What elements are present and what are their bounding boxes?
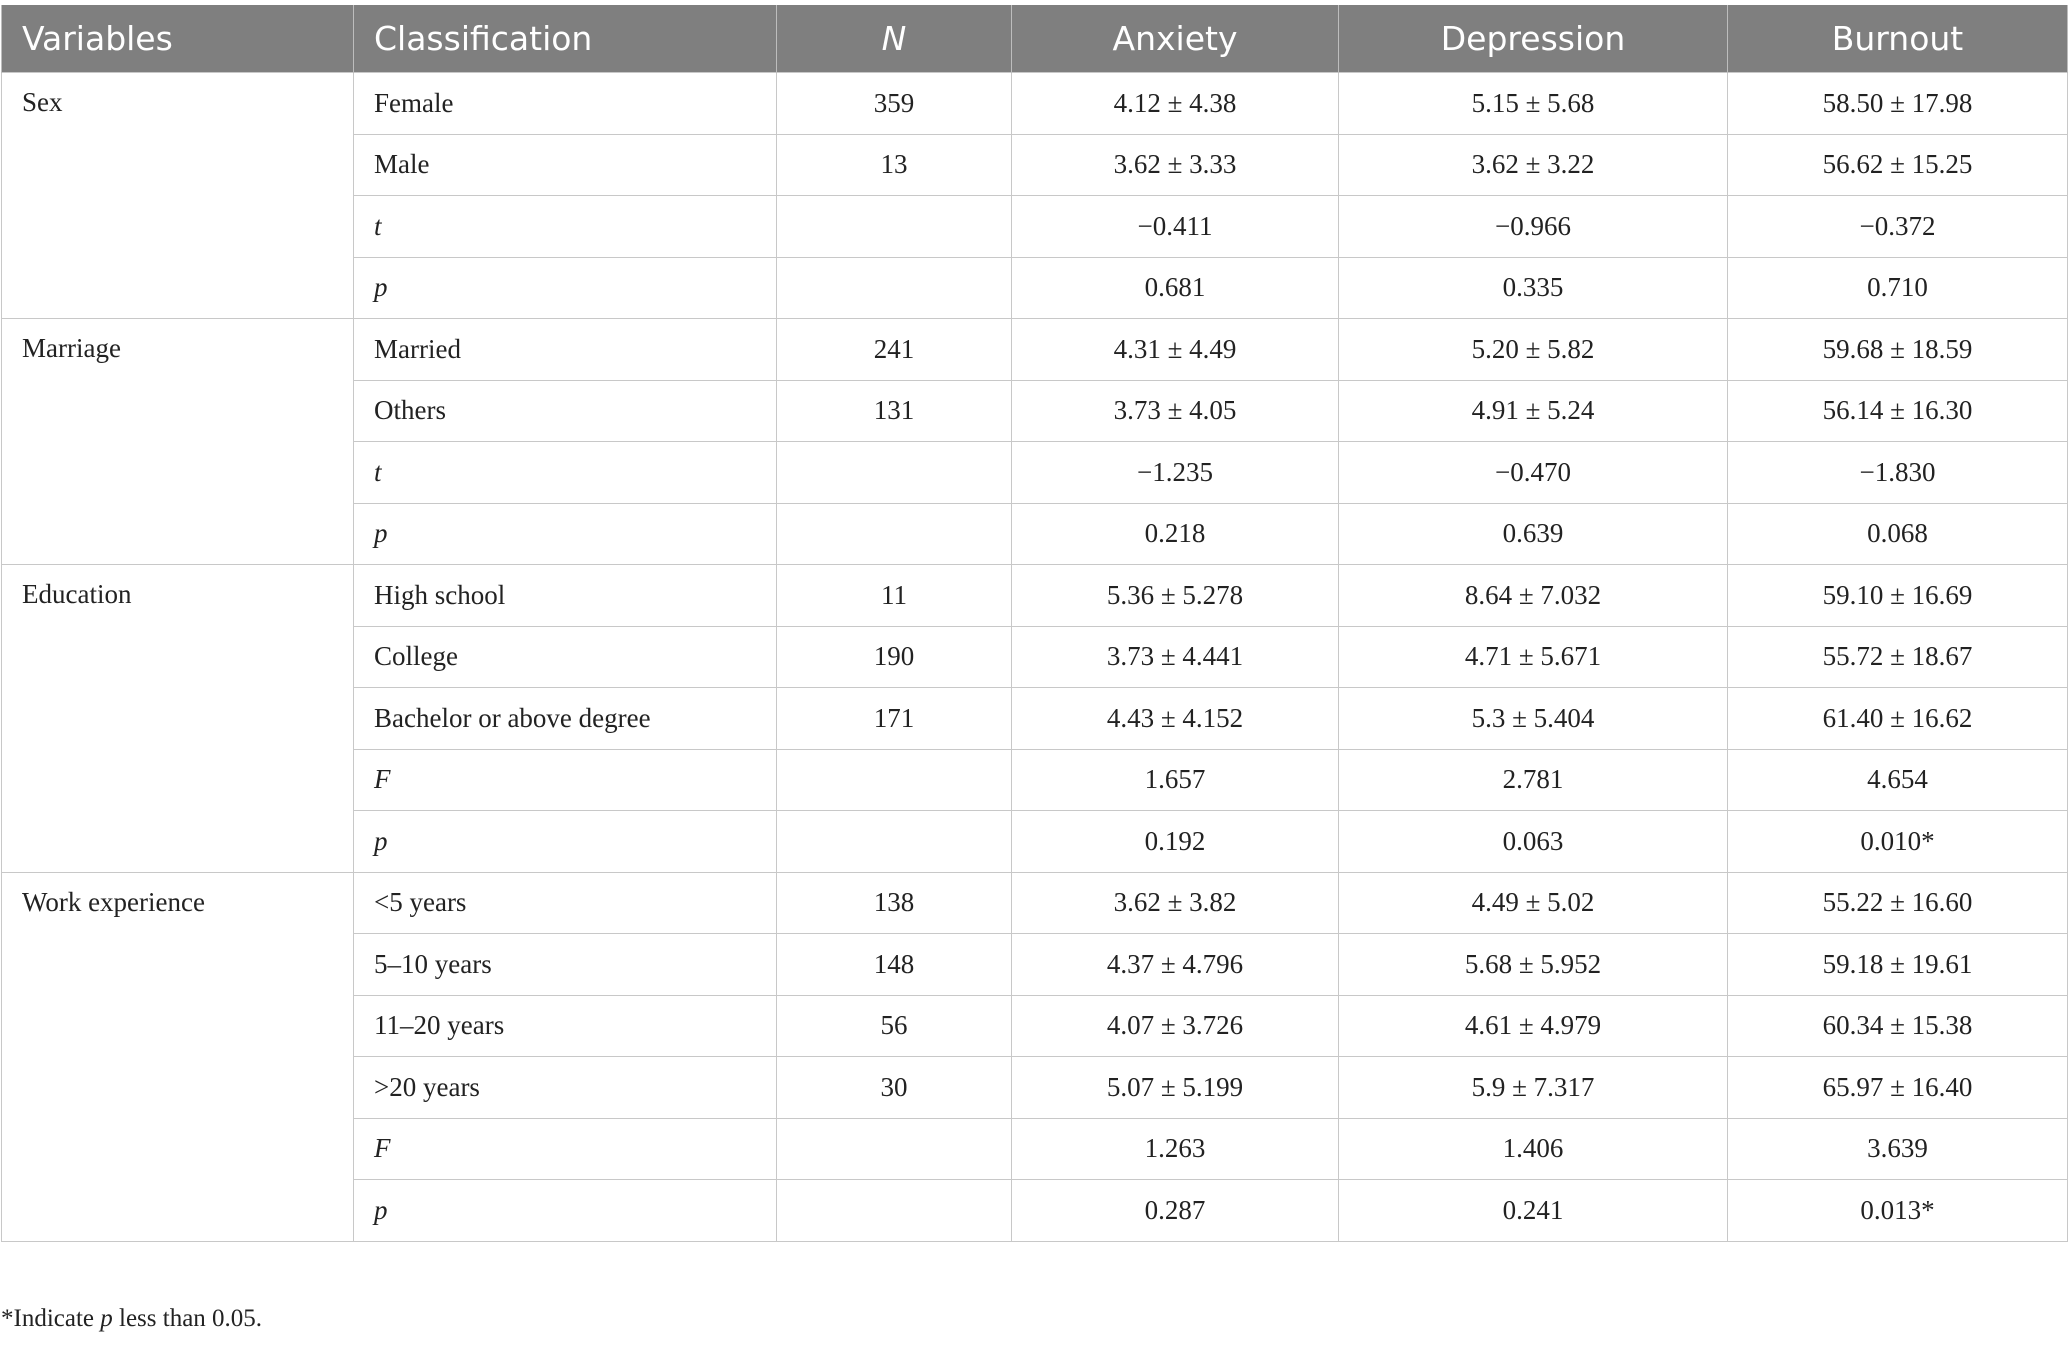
depression-cell: 2.781 bbox=[1339, 749, 1728, 811]
anxiety-cell: 0.681 bbox=[1012, 257, 1339, 319]
classification-cell: <5 years bbox=[354, 872, 777, 934]
footnote-prefix: *Indicate bbox=[1, 1305, 101, 1332]
data-table-container bbox=[1, 5, 2067, 1242]
burnout-cell: 59.18 ± 19.61 bbox=[1728, 934, 2068, 996]
burnout-cell: −0.372 bbox=[1728, 196, 2068, 258]
n-cell: 138 bbox=[777, 872, 1012, 934]
classification-cell: Married bbox=[354, 319, 777, 381]
n-cell bbox=[777, 1118, 1012, 1180]
burnout-cell: 4.654 bbox=[1728, 749, 2068, 811]
burnout-cell: 59.10 ± 16.69 bbox=[1728, 565, 2068, 627]
classification-cell: 11–20 years bbox=[354, 995, 777, 1057]
n-cell bbox=[777, 749, 1012, 811]
depression-cell: 0.063 bbox=[1339, 811, 1728, 873]
depression-cell: 5.9 ± 7.317 bbox=[1339, 1057, 1728, 1119]
n-cell: 131 bbox=[777, 380, 1012, 442]
n-cell bbox=[777, 1180, 1012, 1242]
burnout-cell: 0.068 bbox=[1728, 503, 2068, 565]
n-cell: 30 bbox=[777, 1057, 1012, 1119]
depression-cell: 5.3 ± 5.404 bbox=[1339, 688, 1728, 750]
classification-cell: Others bbox=[354, 380, 777, 442]
classification-cell: Bachelor or above degree bbox=[354, 688, 777, 750]
n-cell: 56 bbox=[777, 995, 1012, 1057]
n-cell: 11 bbox=[777, 565, 1012, 627]
classification-cell: College bbox=[354, 626, 777, 688]
table-row bbox=[2, 872, 2068, 934]
classification-cell: t bbox=[354, 442, 777, 504]
anxiety-cell: 0.192 bbox=[1012, 811, 1339, 873]
n-cell bbox=[777, 196, 1012, 258]
depression-cell: 1.406 bbox=[1339, 1118, 1728, 1180]
n-cell: 241 bbox=[777, 319, 1012, 381]
header-anxiety: Anxiety bbox=[1012, 5, 1339, 73]
classification-cell: High school bbox=[354, 565, 777, 627]
depression-cell: 4.61 ± 4.979 bbox=[1339, 995, 1728, 1057]
burnout-cell: 56.14 ± 16.30 bbox=[1728, 380, 2068, 442]
header-row bbox=[2, 5, 2068, 73]
depression-cell: 3.62 ± 3.22 bbox=[1339, 134, 1728, 196]
depression-cell: 5.15 ± 5.68 bbox=[1339, 73, 1728, 135]
depression-cell: 5.20 ± 5.82 bbox=[1339, 319, 1728, 381]
classification-cell: p bbox=[354, 811, 777, 873]
burnout-cell: 55.72 ± 18.67 bbox=[1728, 626, 2068, 688]
depression-cell: −0.470 bbox=[1339, 442, 1728, 504]
burnout-cell: 65.97 ± 16.40 bbox=[1728, 1057, 2068, 1119]
depression-cell: 0.241 bbox=[1339, 1180, 1728, 1242]
burnout-cell: 58.50 ± 17.98 bbox=[1728, 73, 2068, 135]
footnote-symbol: p bbox=[100, 1305, 113, 1332]
depression-cell: 5.68 ± 5.952 bbox=[1339, 934, 1728, 996]
anxiety-cell: 3.73 ± 4.441 bbox=[1012, 626, 1339, 688]
anxiety-cell: 0.218 bbox=[1012, 503, 1339, 565]
depression-cell: 4.49 ± 5.02 bbox=[1339, 872, 1728, 934]
classification-cell: >20 years bbox=[354, 1057, 777, 1119]
anxiety-cell: 4.07 ± 3.726 bbox=[1012, 995, 1339, 1057]
anxiety-cell: −0.411 bbox=[1012, 196, 1339, 258]
classification-cell: p bbox=[354, 257, 777, 319]
anxiety-cell: 1.657 bbox=[1012, 749, 1339, 811]
classification-cell: p bbox=[354, 1180, 777, 1242]
n-cell bbox=[777, 442, 1012, 504]
anxiety-cell: −1.235 bbox=[1012, 442, 1339, 504]
variable-cell: Marriage bbox=[2, 319, 354, 565]
header-variables: Variables bbox=[2, 5, 354, 73]
anxiety-cell: 0.287 bbox=[1012, 1180, 1339, 1242]
depression-cell: −0.966 bbox=[1339, 196, 1728, 258]
anxiety-cell: 4.37 ± 4.796 bbox=[1012, 934, 1339, 996]
anxiety-cell: 3.62 ± 3.82 bbox=[1012, 872, 1339, 934]
classification-cell: p bbox=[354, 503, 777, 565]
depression-cell: 4.91 ± 5.24 bbox=[1339, 380, 1728, 442]
n-cell: 359 bbox=[777, 73, 1012, 135]
footnote-suffix: less than 0.05. bbox=[112, 1305, 263, 1332]
anxiety-cell: 5.07 ± 5.199 bbox=[1012, 1057, 1339, 1119]
table-row bbox=[2, 73, 2068, 135]
classification-cell: Female bbox=[354, 73, 777, 135]
anxiety-cell: 1.263 bbox=[1012, 1118, 1339, 1180]
depression-cell: 0.335 bbox=[1339, 257, 1728, 319]
table-row bbox=[2, 565, 2068, 627]
footnote bbox=[1, 1305, 262, 1333]
burnout-cell: 3.639 bbox=[1728, 1118, 2068, 1180]
burnout-cell: 0.013* bbox=[1728, 1180, 2068, 1242]
burnout-cell: 55.22 ± 16.60 bbox=[1728, 872, 2068, 934]
n-cell bbox=[777, 811, 1012, 873]
classification-cell: F bbox=[354, 1118, 777, 1180]
depression-cell: 8.64 ± 7.032 bbox=[1339, 565, 1728, 627]
header-classification: Classification bbox=[354, 5, 777, 73]
variable-cell: Education bbox=[2, 565, 354, 873]
classification-cell: F bbox=[354, 749, 777, 811]
header-burnout: Burnout bbox=[1728, 5, 2068, 73]
classification-cell: Male bbox=[354, 134, 777, 196]
burnout-cell: 61.40 ± 16.62 bbox=[1728, 688, 2068, 750]
depression-cell: 0.639 bbox=[1339, 503, 1728, 565]
depression-cell: 4.71 ± 5.671 bbox=[1339, 626, 1728, 688]
variable-cell: Sex bbox=[2, 73, 354, 319]
n-cell bbox=[777, 257, 1012, 319]
n-cell: 13 bbox=[777, 134, 1012, 196]
variable-cell: Work experience bbox=[2, 872, 354, 1241]
table-row bbox=[2, 319, 2068, 381]
anxiety-cell: 3.62 ± 3.33 bbox=[1012, 134, 1339, 196]
table-body bbox=[2, 73, 2068, 1242]
anxiety-cell: 4.43 ± 4.152 bbox=[1012, 688, 1339, 750]
n-cell: 148 bbox=[777, 934, 1012, 996]
burnout-cell: 60.34 ± 15.38 bbox=[1728, 995, 2068, 1057]
n-cell: 171 bbox=[777, 688, 1012, 750]
n-cell: 190 bbox=[777, 626, 1012, 688]
n-cell bbox=[777, 503, 1012, 565]
anxiety-cell: 4.31 ± 4.49 bbox=[1012, 319, 1339, 381]
anxiety-cell: 5.36 ± 5.278 bbox=[1012, 565, 1339, 627]
data-table bbox=[1, 5, 2068, 1242]
burnout-cell: 0.010* bbox=[1728, 811, 2068, 873]
burnout-cell: 59.68 ± 18.59 bbox=[1728, 319, 2068, 381]
classification-cell: t bbox=[354, 196, 777, 258]
burnout-cell: 0.710 bbox=[1728, 257, 2068, 319]
anxiety-cell: 4.12 ± 4.38 bbox=[1012, 73, 1339, 135]
burnout-cell: 56.62 ± 15.25 bbox=[1728, 134, 2068, 196]
burnout-cell: −1.830 bbox=[1728, 442, 2068, 504]
header-depression: Depression bbox=[1339, 5, 1728, 73]
header-n: N bbox=[777, 5, 1012, 73]
table-header bbox=[2, 5, 2068, 73]
anxiety-cell: 3.73 ± 4.05 bbox=[1012, 380, 1339, 442]
classification-cell: 5–10 years bbox=[354, 934, 777, 996]
